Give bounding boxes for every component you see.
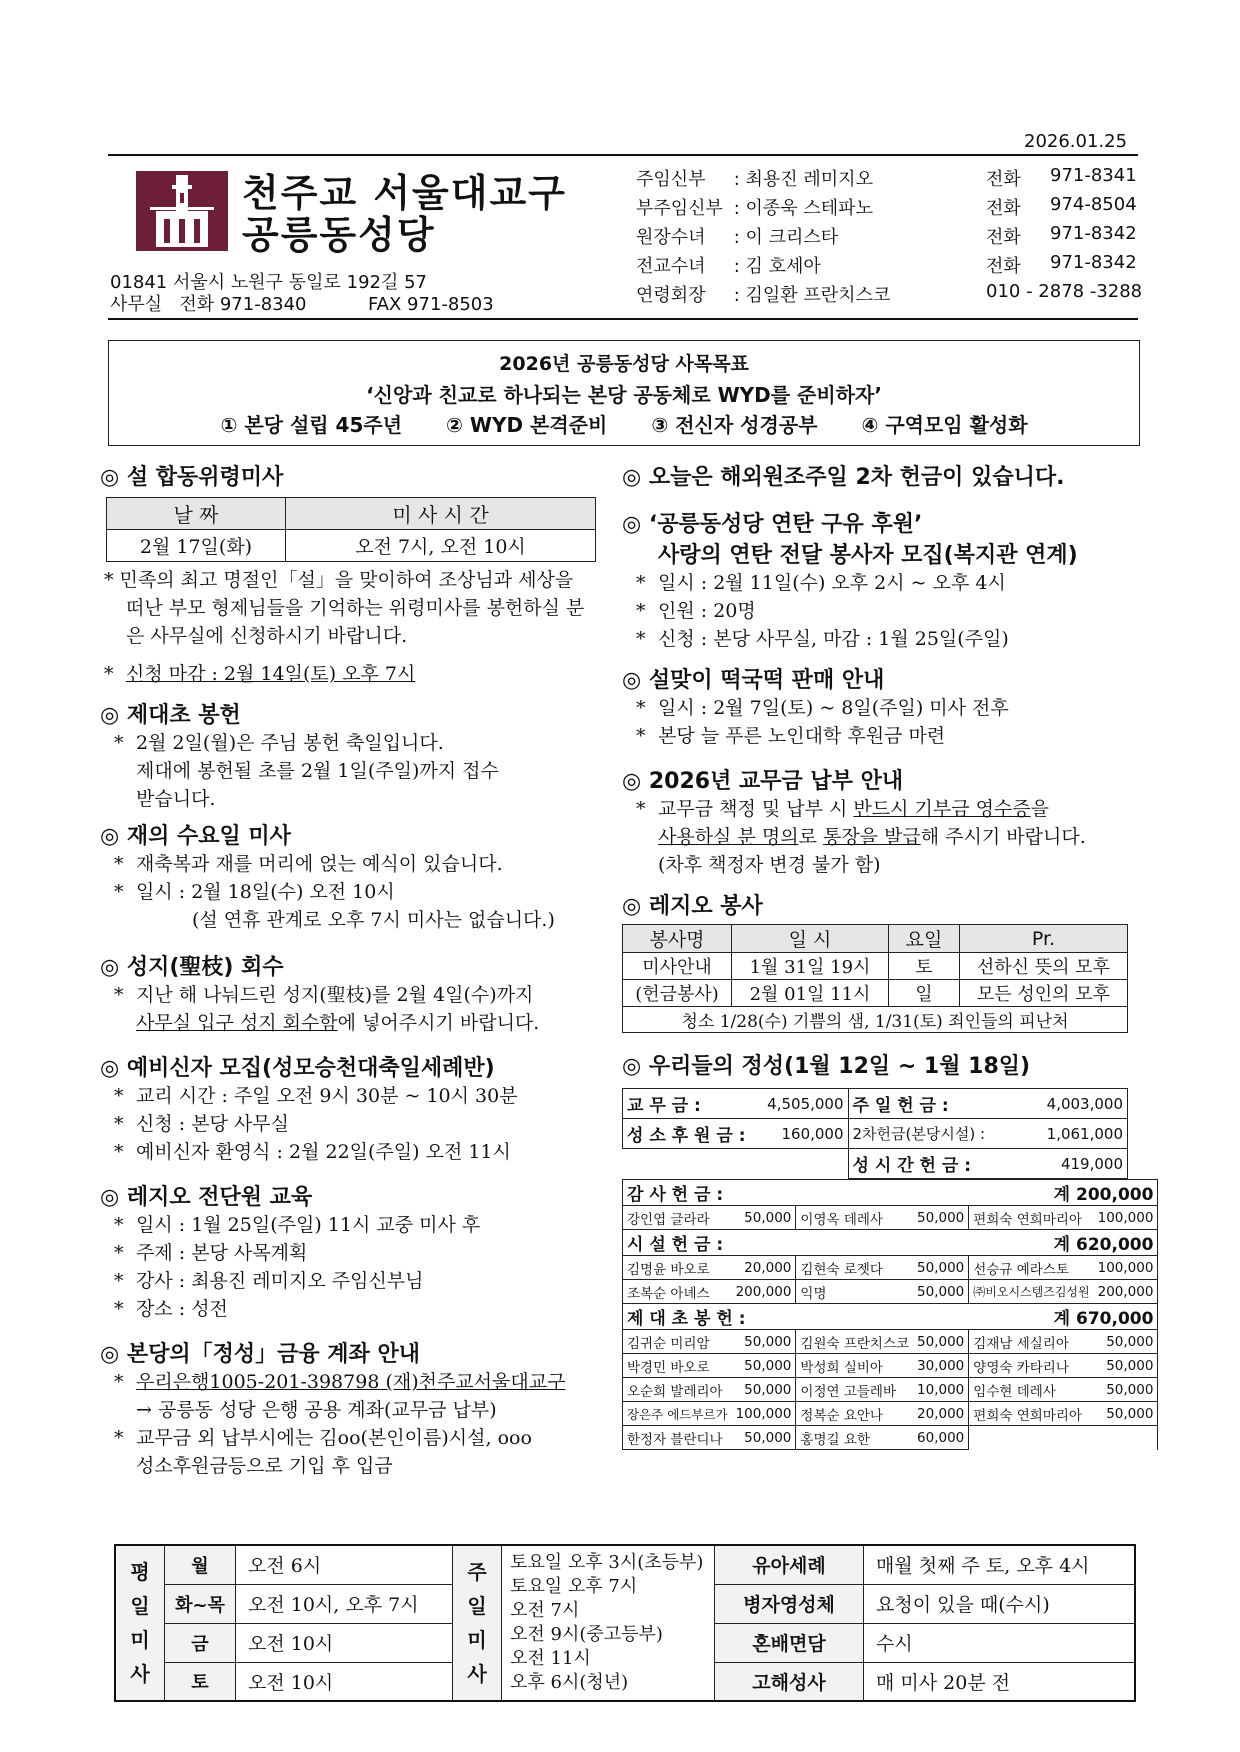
- label-char: 사: [130, 1662, 150, 1686]
- staff-tel-label: 전화: [986, 227, 1021, 248]
- staff-name: 김 호세아: [745, 256, 821, 277]
- sunday-time: 오전 7시: [510, 1600, 580, 1621]
- donor-amount: 50,000: [732, 1330, 796, 1354]
- sacrament-time: 매 미사 20분 전: [864, 1662, 1136, 1701]
- staff-tel: 974-8504: [1050, 194, 1137, 215]
- donor-amount: 60,000: [913, 1426, 969, 1450]
- church-name-line1: 천주교 서울대교구: [242, 171, 567, 215]
- staff-name: 최용진 레미지오: [745, 169, 873, 190]
- donor-name: ㈜비오시스템즈김성원: [969, 1280, 1094, 1304]
- sunday-time: 오후 6시(청년): [510, 1672, 629, 1693]
- palm-line: 에 넣어주시기 바랍니다.: [337, 1012, 540, 1034]
- staff-role: 연령회장: [636, 285, 706, 306]
- donor-name: 정복순 요안나: [796, 1402, 913, 1426]
- legio-edu-line: 장소 : 성전: [136, 1298, 228, 1320]
- section-title-briquette: ◎ ‘공릉동성당 연탄 구유 후원’: [622, 512, 923, 537]
- section-title-bank-account: ◎ 본당의「정성」금융 계좌 안내: [100, 1342, 420, 1367]
- donor-amount: 50,000: [1094, 1354, 1158, 1378]
- rice-cake-line: 본당 늘 푸른 노인대학 후원금 마련: [658, 725, 946, 747]
- right-column: ◎ 오늘은 해외원조주일 2차 헌금이 있습니다. ◎ ‘공릉동성당 연탄 구유 후원’ 사랑의 연탄 전달 봉사자 모집(복지관 연계) * 일시 : 2월 11일(수) 오후 2시 ~ 오후 4시 * 인원 : 20명 * 신청 : 본당 사무실, 마감 : 1월 25일(주일) ◎ 설맞이 떡국떡 판매 안내 * 일시 : 2월 7일(토) ~ 8일(주일) 미사 전후 * 본당 늘 푸른 노인대학 후원금 마련 ◎ 2026년 교무금 납부 안내 * 교무금 책정 및 납부 시 반드시 기부금 영수증을 사용하실 분 명의로 통장을 발급해 주시기 바랍니다. (차후 책정자 변경 불가 함) ◎ 레지오 봉사 봉사명 일 시 요일 Pr. 미사안내 1월 31일 19시 토 선하신 뜻의 모후 (헌금봉사) 2월 01일 11시 일 모든 성인의 모후 청소 1/28(수) 기쁨의 샘, 1/31(토) 죄인들의 피난처 ◎ 우리들의 정성(1월 12일 ~ 1월 18일) 교 무 금 : 4,505,000 주 일 헌 금 : 4,003,000 성 소 후 원 금 : 160,000 2차헌금(본당시설) : 1,061,000 성 시 간 헌 금 : 419,000 감 사 헌 금 : 계 200,000 강인엽 글라라 50,000 이영옥 데레사 50,000 편희숙 연희마리아 100,000 시 설 헌 금 : 계 620,000 김명윤 바오로 20,000 김현숙 로젯다 50,000 선승규 예라스토 100,000 조복순 아녜스 200,000 익명 50,000 ㈜비오시스템즈김성원 200,000 제 대 초 봉 헌 : 계 670,000 김귀순 미리암 50,000 김원숙 프란치스코 50,000 김재남 세실리아 50,000 박경민 바오로 50,000 박성희 실비아 30,000 양영숙 카타리나 50,000 오순희 발레리아 50,000 이정연 고들레바 10,000 임수현 데레사 50,000 장은주 에드부르가 100,000 정복순 요안나 20,000 편희숙 연희마리아 50,000 한정자 블란디나 50,000 홍명길 요한 60,000: [622, 460, 1142, 1450]
- donor-amount: 50,000: [913, 1280, 969, 1304]
- donor-name: 박경민 바오로: [623, 1354, 732, 1378]
- sacrament-name: 유아세례: [715, 1545, 864, 1584]
- seol-deadline: 신청 마감 : 2월 14일(토) 오후 7시: [126, 663, 416, 685]
- dues-text: 로: [798, 826, 823, 848]
- donor-amount: 20,000: [732, 1256, 796, 1280]
- ash-line: 일시 : 2월 18일(수) 오전 10시: [136, 881, 395, 903]
- legio-service-name: (헌금봉사): [623, 980, 732, 1007]
- donor-name: 한정자 블란디나: [623, 1426, 732, 1450]
- ash-line: 재축복과 재를 머리에 얹는 예식이 있습니다.: [136, 853, 503, 875]
- staff-role: 주임신부: [636, 169, 706, 190]
- weekday-time: 오전 10시: [236, 1623, 453, 1662]
- donor-name: 익명: [796, 1280, 913, 1304]
- donor-name: 김명윤 바오로: [623, 1256, 732, 1280]
- offering-amount: 1,061,000: [997, 1119, 1128, 1149]
- legio-praesidium: 선하신 뜻의 모후: [960, 953, 1128, 980]
- staff-tel-label: 전화: [986, 256, 1021, 277]
- church-logo: [136, 171, 228, 251]
- header-date: 날 짜: [107, 498, 286, 530]
- label-char: 사: [467, 1662, 487, 1686]
- donor-row: [623, 1378, 1158, 1402]
- office-fax: FAX 971-8503: [367, 294, 494, 315]
- palm-box-location: 사무실 입구 성지 회수함: [136, 1012, 338, 1034]
- donor-amount: 50,000: [1094, 1330, 1158, 1354]
- donor-row: [623, 1280, 1158, 1304]
- top-rule: [108, 154, 1138, 156]
- sunday-time: 오전 9시(중고등부): [510, 1624, 663, 1645]
- cleaning-schedule: 청소 1/28(수) 기쁨의 샘, 1/31(토) 죄인들의 피난처: [623, 1007, 1128, 1033]
- briquette-line: 신청 : 본당 사무실, 마감 : 1월 25일(주일): [658, 628, 1009, 650]
- donor-amount: 50,000: [913, 1256, 969, 1280]
- sacrament-name: 고해성사: [715, 1662, 864, 1701]
- dues-text: 교무금 책정 및 납부 시: [658, 798, 854, 820]
- offering-amount: 160,000: [750, 1119, 849, 1149]
- donor-name: 김재남 세실리아: [969, 1330, 1094, 1354]
- staff-tel-label: 전화: [986, 198, 1021, 219]
- donor-row: [623, 1354, 1158, 1378]
- mass-date: 2월 17일(화): [107, 530, 286, 562]
- catechumen-line: 신청 : 본당 사무실: [136, 1113, 289, 1135]
- section-title-second-collection: ◎ 오늘은 해외원조주일 2차 헌금이 있습니다.: [622, 465, 1065, 490]
- donor-name: 조복순 아녜스: [623, 1280, 732, 1304]
- sunday-time: 토요일 오후 3시(초등부): [510, 1552, 704, 1573]
- section-title-rice-cake: ◎ 설맞이 떡국떡 판매 안내: [622, 668, 885, 693]
- donor-row: [623, 1426, 1158, 1450]
- donor-name: 김귀순 미리암: [623, 1330, 732, 1354]
- legio-day: 토: [889, 953, 960, 980]
- donor-name: 편희숙 연희마리아: [969, 1206, 1094, 1230]
- donor-name: 이영옥 데레사: [796, 1206, 913, 1230]
- offering-label: 성 소 후 원 금 :: [623, 1119, 750, 1149]
- staff-row: 전교수녀 : 김 호세아 전화 971-8342: [636, 252, 1137, 277]
- staff-row: 연령회장 : 김일환 프란치스코 010 - 2878 -3288: [636, 281, 1143, 306]
- donor-name: 편희숙 연희마리아: [969, 1402, 1094, 1426]
- offering-label: 성 시 간 헌 금 :: [848, 1149, 997, 1179]
- weekday-day: 화~목: [165, 1584, 236, 1623]
- church-address: 01841 서울시 노원구 동일로 192길 57: [110, 272, 428, 293]
- staff-tel: 010 - 2878 -3288: [986, 281, 1143, 302]
- church-name-line2: 공릉동성당: [242, 213, 436, 257]
- weekday-day: 금: [165, 1623, 236, 1662]
- donor-row: [623, 1206, 1158, 1230]
- donor-amount: 20,000: [913, 1402, 969, 1426]
- donor-table: [622, 1179, 1158, 1450]
- goal-item: ③ 전신자 성경공부: [651, 413, 818, 437]
- donor-amount: 50,000: [732, 1426, 796, 1450]
- donor-amount: 50,000: [913, 1330, 969, 1354]
- staff-role: 전교수녀: [636, 256, 706, 277]
- offerings-summary-table: [622, 1088, 1128, 1179]
- offering-label: 주 일 헌 금 :: [848, 1089, 997, 1119]
- weekday-day: 월: [165, 1545, 236, 1584]
- donor-amount: 50,000: [1094, 1402, 1158, 1426]
- staff-role: 부주임신부: [636, 198, 723, 219]
- donor-name: 김현숙 로젯다: [796, 1256, 913, 1280]
- church-building-icon: [136, 171, 228, 251]
- donor-name: 이정연 고들레바: [796, 1378, 913, 1402]
- section-title-catechumen: ◎ 예비신자 모집(성모승천대축일세례반): [100, 1056, 495, 1081]
- legio-header: 요일: [889, 925, 960, 953]
- donor-name: 김원숙 프란치스코: [796, 1330, 913, 1354]
- staff-tel-label: 전화: [986, 169, 1021, 190]
- dues-text: 을: [1030, 798, 1050, 820]
- donor-amount: [1094, 1426, 1158, 1450]
- candle-offering-label: 제 대 초 봉 헌 :: [623, 1304, 914, 1330]
- legio-row: [623, 980, 1128, 1007]
- facility-offering-total: 계 620,000: [913, 1230, 1158, 1256]
- note-line: * 민족의 최고 명절인「설」을 맞이하여 조상님과 세상을: [104, 569, 574, 591]
- section-title-candle: ◎ 제대초 봉헌: [100, 703, 241, 728]
- donor-name: 양영숙 카타리나: [969, 1354, 1094, 1378]
- label-char: 주: [467, 1560, 487, 1584]
- briquette-subtitle: 사랑의 연탄 전달 봉사자 모집(복지관 연계): [658, 543, 1078, 568]
- goal-item: ② WYD 본격준비: [446, 413, 608, 437]
- donor-name: 임수현 데레사: [969, 1378, 1094, 1402]
- mass-time: 오전 7시, 오전 10시: [286, 530, 596, 562]
- donor-name: 선승규 예라스토: [969, 1256, 1094, 1280]
- legio-praesidium: 모든 성인의 모후: [960, 980, 1128, 1007]
- donor-amount: 50,000: [732, 1354, 796, 1378]
- label-char: 미: [467, 1628, 487, 1652]
- legio-header: Pr.: [960, 925, 1128, 953]
- label-char: 일: [130, 1594, 150, 1618]
- legio-row: [623, 953, 1128, 980]
- office-label: 사무실: [110, 294, 163, 315]
- offering-amount: 4,505,000: [750, 1089, 849, 1119]
- section-title-legio-service: ◎ 레지오 봉사: [622, 894, 763, 919]
- staff-name: 이 크리스타: [745, 227, 839, 248]
- catechumen-line: 예비신자 환영식 : 2월 22일(주일) 오전 11시: [136, 1141, 511, 1163]
- donor-name: 홍명길 요한: [796, 1426, 913, 1450]
- donation-receipt: 반드시 기부금 영수증: [853, 798, 1031, 820]
- donor-name: 오순희 발레리아: [623, 1378, 732, 1402]
- goal-items: [109, 409, 1139, 438]
- candle-offering-total: 계 670,000: [913, 1304, 1158, 1330]
- candle-line: 제대에 봉헌될 초를 2월 1일(주일)까지 접수: [136, 760, 499, 782]
- office-contact: [110, 290, 494, 316]
- catechumen-line: 교리 시간 : 주일 오전 9시 30분 ~ 10시 30분: [136, 1085, 518, 1107]
- bank-account-number: 우리은행1005-201-398798 (재)천주교서울대교구: [136, 1371, 566, 1393]
- staff-name: 김일환 프란치스코: [745, 285, 891, 306]
- header-time: 미 사 시 간: [286, 498, 596, 530]
- briquette-line: 일시 : 2월 11일(수) 오후 2시 ~ 오후 4시: [658, 572, 1006, 594]
- goal-slogan: ‘신앙과 친교로 하나되는 본당 공동체로 WYD를 준비하자’: [366, 383, 882, 407]
- rice-cake-line: 일시 : 2월 7일(토) ~ 8일(주일) 미사 전후: [658, 697, 1009, 719]
- seol-mass-table: [106, 497, 596, 562]
- sacrament-name: 혼배면담: [715, 1623, 864, 1662]
- legio-datetime: 1월 31일 19시: [732, 953, 889, 980]
- passbook-issue: 통장을 발급: [822, 826, 921, 848]
- donor-amount: 30,000: [913, 1354, 969, 1378]
- legio-service-name: 미사안내: [623, 953, 732, 980]
- goal-item: ④ 구역모임 활성화: [861, 413, 1028, 437]
- dues-text: (차후 책정자 변경 불가 함): [658, 854, 881, 876]
- donor-amount: 50,000: [1094, 1378, 1158, 1402]
- legio-day: 일: [889, 980, 960, 1007]
- donor-amount: 100,000: [1094, 1206, 1158, 1230]
- donor-name: 강인엽 글라라: [623, 1206, 732, 1230]
- staff-tel: 971-8341: [1050, 165, 1137, 186]
- sunday-mass-times: [502, 1545, 715, 1701]
- section-title-legio-education: ◎ 레지오 전단원 교육: [100, 1185, 313, 1210]
- left-column: ◎ 설 합동위령미사 날 짜 미 사 시 간 2월 17일(화) 오전 7시, 오전 10시 * 민족의 최고 명절인「설」을 맞이하여 조상님과 세상을 떠난 부모 형제님들을 기억하는 위령미사를 봉헌하실 분 은 사무실에 신청하시기 바랍니다. * 신청 마감 : 2월 14일(토) 오후 7시 ◎ 제대초 봉헌 * 2월 2일(월)은 주님 봉헌 축일입니다. 제대에 봉헌될 초를 2월 1일(주일)까지 접수 받습니다. ◎ 재의 수요일 미사 * 재축복과 재를 머리에 얹는 예식이 있습니다. * 일시 : 2월 18일(수) 오전 10시 (설 연휴 관계로 오후 7시 미사는 없습니다.) ◎ 성지(聖枝) 회수 * 지난 해 나눠드린 성지(聖枝)를 2월 4일(수)까지 사무실 입구 성지 회수함에 넣어주시기 바랍니다. ◎ 예비신자 모집(성모승천대축일세례반) * 교리 시간 : 주일 오전 9시 30분 ~ 10시 30분 * 신청 : 본당 사무실 * 예비신자 환영식 : 2월 22일(주일) 오전 11시 ◎ 레지오 전단원 교육 * 일시 : 1월 25일(주일) 11시 교중 미사 후 * 주제 : 본당 사목계획 * 강사 : 최용진 레미지오 주임신부님 * 장소 : 성전 ◎ 본당의「정성」금융 계좌 안내 * 우리은행1005-201-398798 (재)천주교서울대교구 → 공릉동 성당 은행 공용 계좌(교무금 납부) * 교무금 외 납부시에는 김oo(본인이름)시설, ooo 성소후원금등으로 기입 후 입금: [100, 460, 620, 1480]
- legio-edu-line: 주제 : 본당 사목계획: [136, 1242, 308, 1264]
- legio-header: 봉사명: [623, 925, 732, 953]
- candle-line: 받습니다.: [136, 788, 216, 810]
- sacrament-time: 매월 첫째 주 토, 오후 4시: [864, 1545, 1136, 1584]
- donor-amount: 100,000: [1094, 1256, 1158, 1280]
- legio-datetime: 2월 01일 11시: [732, 980, 889, 1007]
- weekday-mass-label: [115, 1545, 165, 1701]
- staff-row: 부주임신부 : 이종욱 스테파노 전화 974-8504: [636, 194, 1137, 219]
- sacrament-time: 요청이 있을 때(수시): [864, 1584, 1136, 1623]
- donor-amount: 100,000: [732, 1402, 796, 1426]
- goal-item: ① 본당 설립 45주년: [220, 413, 403, 437]
- palm-line: 지난 해 나눠드린 성지(聖枝)를 2월 4일(수)까지: [136, 984, 534, 1006]
- staff-row: 원장수녀 : 이 크리스타 전화 971-8342: [636, 223, 1137, 248]
- bank-line: 교무금 외 납부시에는 김oo(본인이름)시설, ooo: [136, 1427, 532, 1449]
- section-title-church-dues: ◎ 2026년 교무금 납부 안내: [622, 769, 904, 794]
- legio-edu-line: 강사 : 최용진 레미지오 주임신부님: [136, 1270, 424, 1292]
- pastoral-goal-box: [108, 340, 1140, 446]
- mass-schedule-table: [114, 1544, 1136, 1702]
- dues-text: 해 주시기 바랍니다.: [920, 826, 1086, 848]
- label-char: 평: [130, 1560, 150, 1584]
- donor-amount: 10,000: [913, 1378, 969, 1402]
- legio-header: 일 시: [732, 925, 889, 953]
- header-rule: [108, 318, 1138, 320]
- sunday-time: 토요일 오후 7시: [510, 1576, 638, 1597]
- thanks-offering-total: 계 200,000: [913, 1180, 1158, 1206]
- candle-line: 2월 2일(월)은 주님 봉헌 축일입니다.: [136, 732, 444, 754]
- staff-role: 원장수녀: [636, 227, 706, 248]
- donor-row: [623, 1256, 1158, 1280]
- donor-name: 장은주 에드부르가: [623, 1402, 732, 1426]
- bank-line: → 공릉동 성당 은행 공용 계좌(교무금 납부): [136, 1399, 497, 1421]
- staff-tel: 971-8342: [1050, 252, 1137, 273]
- staff-name: 이종욱 스테파노: [745, 198, 873, 219]
- sacrament-time: 수시: [864, 1623, 1136, 1662]
- staff-row: 주임신부 : 최용진 레미지오 전화 971-8341: [636, 165, 1137, 190]
- section-title-offerings: ◎ 우리들의 정성(1월 12일 ~ 1월 18일): [622, 1054, 1031, 1079]
- account-holder: 사용하실 분 명의: [658, 826, 799, 848]
- weekday-time: 오전 10시, 오후 7시: [236, 1584, 453, 1623]
- goal-title: 2026년 공릉동성당 사목목표: [499, 353, 749, 375]
- sunday-mass-label: [453, 1545, 502, 1701]
- note-line: 떠난 부모 형제님들을 기억하는 위령미사를 봉헌하실 분: [126, 597, 585, 619]
- bulletin-date: 2026.01.25: [1024, 131, 1128, 152]
- donor-name: [969, 1426, 1094, 1450]
- facility-offering-label: 시 설 헌 금 :: [623, 1230, 914, 1256]
- label-char: 일: [467, 1594, 487, 1618]
- section-title-seol-mass: ◎ 설 합동위령미사: [100, 465, 284, 490]
- weekday-day: 토: [165, 1662, 236, 1701]
- weekday-time: 오전 10시: [236, 1662, 453, 1701]
- bank-line: 성소후원금등으로 기입 후 입금: [136, 1455, 393, 1477]
- donor-amount: 50,000: [913, 1206, 969, 1230]
- donor-name: 박성희 실비아: [796, 1354, 913, 1378]
- offering-amount: 419,000: [997, 1149, 1128, 1179]
- offering-amount: 4,003,000: [997, 1089, 1128, 1119]
- staff-tel: 971-8342: [1050, 223, 1137, 244]
- staff-list: [636, 165, 1143, 310]
- donor-amount: 200,000: [732, 1280, 796, 1304]
- sunday-time: 오전 11시: [510, 1648, 591, 1669]
- donor-row: [623, 1330, 1158, 1354]
- sacrament-name: 병자영성체: [715, 1584, 864, 1623]
- donor-amount: 200,000: [1094, 1280, 1158, 1304]
- donor-row: [623, 1402, 1158, 1426]
- legio-edu-line: 일시 : 1월 25일(주일) 11시 교중 미사 후: [136, 1214, 481, 1236]
- office-phone: 전화 971-8340: [179, 294, 307, 315]
- ash-line: (설 연휴 관계로 오후 7시 미사는 없습니다.): [192, 909, 555, 931]
- offering-label: 2차헌금(본당시설) :: [848, 1119, 997, 1149]
- donor-amount: 50,000: [732, 1378, 796, 1402]
- label-char: 미: [130, 1628, 150, 1652]
- thanks-offering-label: 감 사 헌 금 :: [623, 1180, 914, 1206]
- briquette-line: 인원 : 20명: [658, 600, 756, 622]
- note-line: 은 사무실에 신청하시기 바랍니다.: [126, 625, 408, 647]
- section-title-palm: ◎ 성지(聖枝) 회수: [100, 955, 284, 980]
- offering-label: 교 무 금 :: [623, 1089, 750, 1119]
- donor-amount: 50,000: [732, 1206, 796, 1230]
- section-title-ash-wednesday: ◎ 재의 수요일 미사: [100, 824, 291, 849]
- legio-service-table: [622, 924, 1128, 1033]
- weekday-time: 오전 6시: [236, 1545, 453, 1584]
